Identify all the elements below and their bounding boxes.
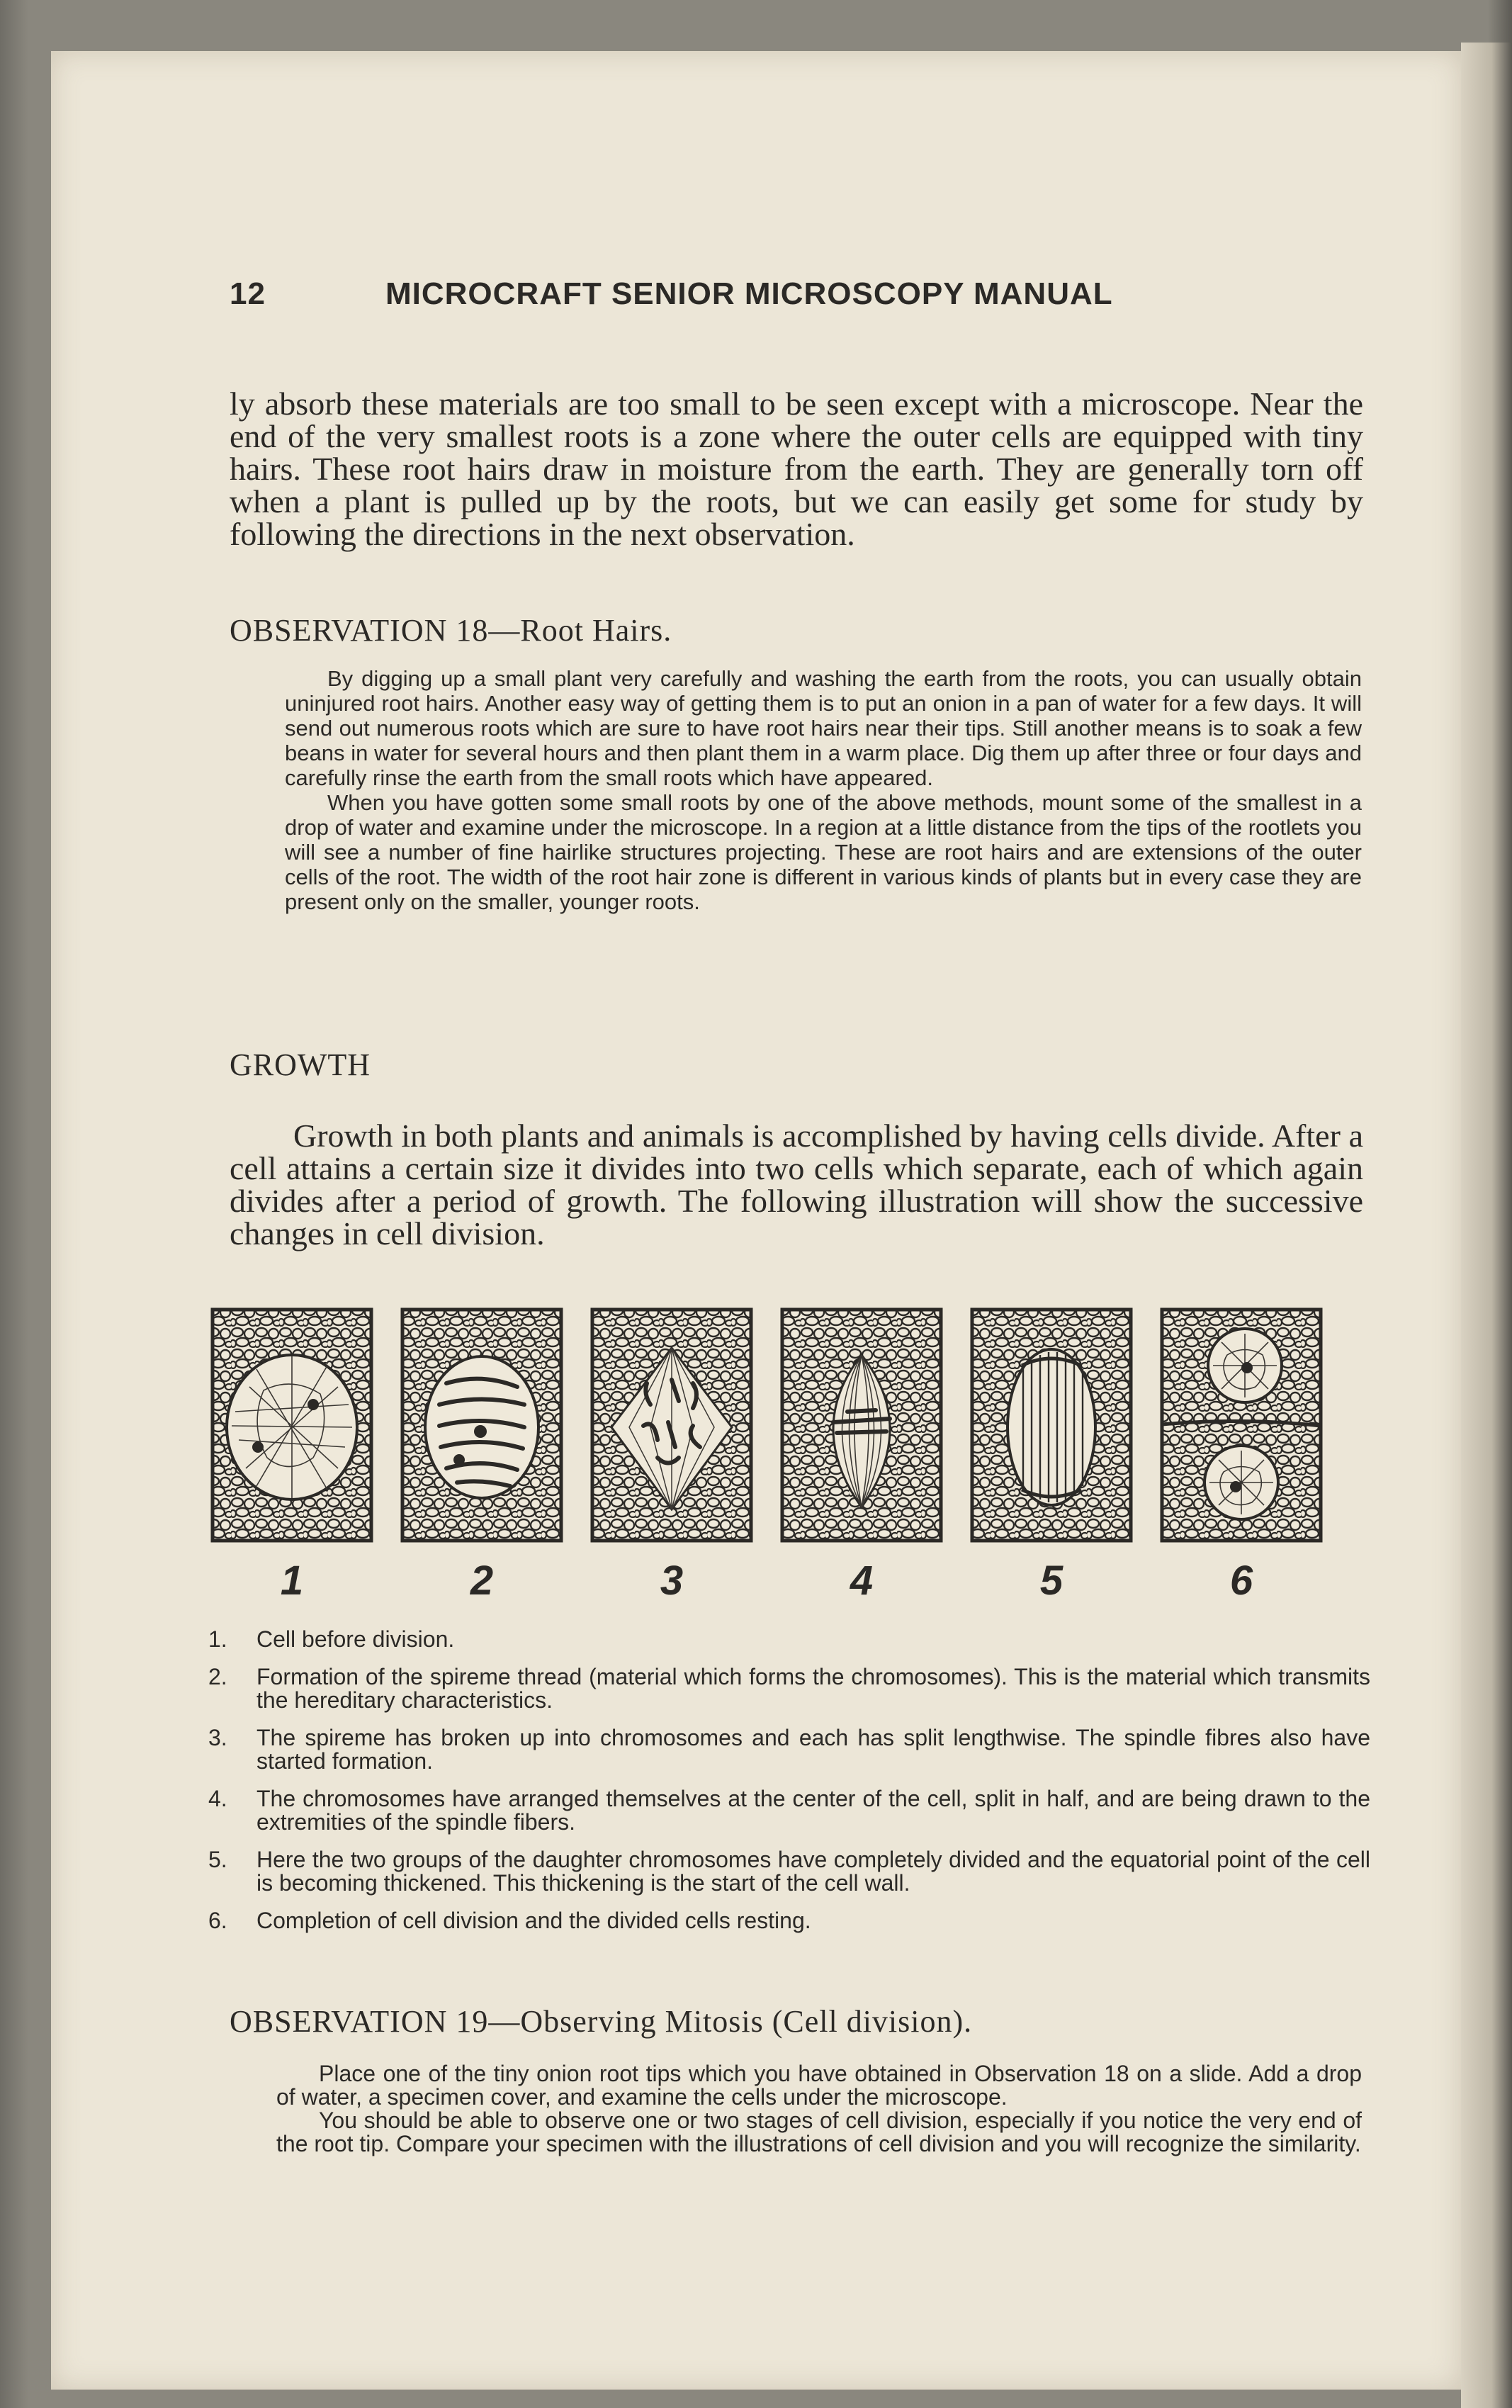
figure-label-1: 1 bbox=[280, 1558, 304, 1604]
cell-panel-1 bbox=[207, 1305, 377, 1546]
caption-text: The chromosomes have arranged themselves at the center of the cell, split in half, and are being drawn to the extremities of the spindle fibers. bbox=[256, 1786, 1370, 1835]
figure-label-5: 5 bbox=[1039, 1558, 1064, 1604]
caption-text: The spireme has broken up into chromosomes and each has split lengthwise. The spindle fibres also have started formation. bbox=[256, 1725, 1370, 1774]
page-edge bbox=[1461, 43, 1512, 2408]
caption-text: Cell before division. bbox=[256, 1626, 455, 1652]
observation-19-paragraph: Place one of the tiny onion root tips which you have obtained in Observation 18 on a slide. Add a drop of water, a specimen cover, and examine the cells under the microscope. bbox=[276, 2061, 1362, 2110]
figure-label-3: 3 bbox=[660, 1558, 684, 1604]
caption-item bbox=[208, 1909, 1370, 1932]
observation-18-paragraph: By digging up a small plant very carefully and washing the earth from the roots, you can usually obtain uninjured root hairs. Another easy way of getting them is to put an onion in a pan of water for a few days. It will send out numerous roots which are sure to have root hairs near their tips. Still another means is to soak a few beans in water for several hours and then plant them in a warm place. Dig them up after three or four days and carefully rinse the earth from the small roots which have appeared. bbox=[285, 666, 1362, 790]
book-page bbox=[51, 51, 1461, 2390]
caption-item bbox=[208, 1628, 1370, 1651]
caption-number: 6. bbox=[208, 1908, 227, 1933]
caption-text: Completion of cell division and the divided cells resting. bbox=[256, 1908, 811, 1933]
caption-item bbox=[208, 1726, 1370, 1773]
caption-number: 1. bbox=[208, 1626, 227, 1652]
observation-19-paragraph: You should be able to observe one or two stages of cell division, especially if you notice the very end of the root tip. Compare your specimen with the illustrations of cell division and you will recognize the similarity. bbox=[276, 2108, 1362, 2156]
observation-19-body bbox=[276, 2062, 1362, 2156]
growth-body bbox=[230, 1120, 1363, 1250]
observation-18-body bbox=[285, 666, 1362, 914]
caption-text: Formation of the spireme thread (material which forms the chromosomes). This is the material which transmits the hereditary characteristics. bbox=[256, 1664, 1370, 1713]
intro-paragraph: ly absorb these materials are too small to be seen except with a microscope. Near the end of the very smallest roots is a zone where the outer cells are equipped with tiny hairs. These root hairs draw in moisture from the earth. They are generally torn off when a plant is pulled up by the roots, but we can easily get some for study by following the directions in the next observation. bbox=[230, 386, 1363, 552]
observation-18-paragraph: When you have gotten some small roots by one of the above methods, mount some of the smallest in a drop of water and examine under the microscope. In a region at a little distance from the tips of the rootlets you will see a number of fine hairlike structures projecting. These are root hairs and are extensions of the outer cells of the root. The width of the root hair zone is different in various kinds of plants but in every case they are present only on the smaller, younger roots. bbox=[285, 790, 1362, 914]
running-title: MICROCRAFT SENIOR MICROSCOPY MANUAL bbox=[385, 276, 1113, 311]
figure-captions bbox=[208, 1628, 1370, 1947]
cell-panel-3 bbox=[587, 1305, 757, 1546]
page-number: 12 bbox=[230, 276, 266, 311]
cell-panel-6 bbox=[1156, 1305, 1326, 1546]
observation-19-heading: OBSERVATION 19—Observing Mitosis (Cell division). bbox=[230, 2004, 973, 2039]
growth-heading: GROWTH bbox=[230, 1047, 371, 1082]
figure-label-2: 2 bbox=[470, 1558, 494, 1604]
cell-panel-5 bbox=[966, 1305, 1136, 1546]
caption-item bbox=[208, 1665, 1370, 1712]
observation-18-heading: OBSERVATION 18—Root Hairs. bbox=[230, 613, 672, 648]
caption-number: 3. bbox=[208, 1725, 227, 1750]
figure-label-4: 4 bbox=[850, 1558, 874, 1604]
caption-number: 4. bbox=[208, 1786, 227, 1811]
caption-item bbox=[208, 1848, 1370, 1895]
caption-item bbox=[208, 1787, 1370, 1834]
figure-label-6: 6 bbox=[1229, 1558, 1253, 1604]
cell-panel-2 bbox=[397, 1305, 567, 1546]
caption-number: 5. bbox=[208, 1847, 227, 1872]
caption-number: 2. bbox=[208, 1664, 227, 1689]
caption-text: Here the two groups of the daughter chromosomes have completely divided and the equatorial point of the cell is becoming thickened. This thickening is the start of the cell wall. bbox=[256, 1847, 1370, 1896]
cell-panel-4 bbox=[777, 1305, 947, 1546]
growth-paragraph: Growth in both plants and animals is accomplished by having cells divide. After a cell attains a certain size it divides into two cells which separate, each of which again divides after a period of growth. The following illustration will show the successive changes in cell division. bbox=[230, 1118, 1363, 1251]
cell-division-figure bbox=[207, 1305, 1411, 1604]
